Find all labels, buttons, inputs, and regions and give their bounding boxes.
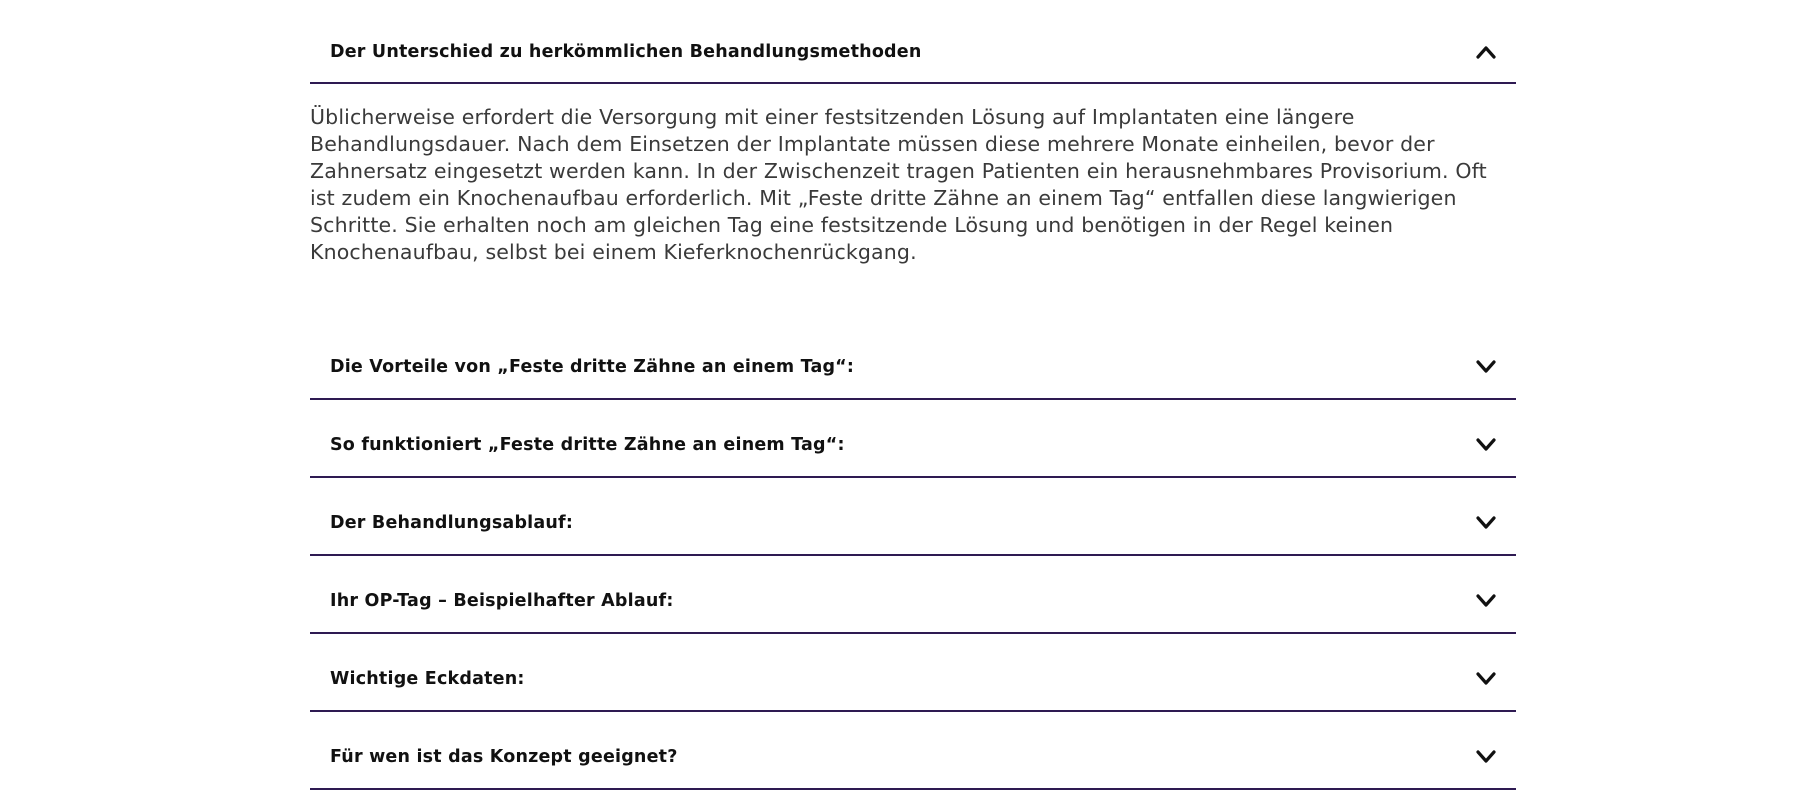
accordion-title: Der Unterschied zu herkömmlichen Behandlungsmethoden (330, 42, 922, 62)
accordion-item-behandlungsablauf (310, 478, 1516, 556)
accordion-title: Ihr OP-Tag – Beispielhafter Ablauf: (330, 591, 674, 611)
chevron-down-icon[interactable] (1476, 435, 1496, 455)
accordion-title: Die Vorteile von „Feste dritte Zähne an einem Tag“: (330, 357, 855, 377)
chevron-down-icon[interactable] (1476, 669, 1496, 689)
accordion-body-text: Üblicherweise erfordert die Versorgung mit einer festsitzenden Lösung auf Implantaten eine längere Behandlungsdauer. Nach dem Einsetzen der Implantate müssen diese mehrere Monate einheilen, bevor der Zahnersatz eingesetzt werden kann. In der Zwischenzeit tragen Patienten ein herausnehmbares Provisorium. Oft ist zudem ein Knochenaufbau erforderlich. Mit „Feste dritte Zähne an einem Tag“ entfallen diese langwierigen Schritte. Sie erhalten noch am gleichen Tag eine festsitzende Lösung und benötigen in der Regel keinen Knochenaufbau, selbst bei einem Kieferknochenrückgang. (310, 105, 1487, 264)
accordion-item-funktioniert (310, 400, 1516, 478)
faq-accordion (310, 22, 1516, 790)
accordion-header-eckdaten[interactable] (310, 634, 1516, 710)
chevron-down-icon[interactable] (1476, 513, 1496, 533)
accordion-title: Für wen ist das Konzept geeignet? (330, 747, 678, 767)
accordion-header-vorteile[interactable] (310, 322, 1516, 398)
accordion-title: Wichtige Eckdaten: (330, 669, 525, 689)
accordion-header-unterschied[interactable] (310, 22, 1516, 84)
accordion-item-geeignet (310, 712, 1516, 790)
accordion-item-op-tag (310, 556, 1516, 634)
accordion-header-geeignet[interactable] (310, 712, 1516, 788)
accordion-header-behandlungsablauf[interactable] (310, 478, 1516, 554)
chevron-up-icon[interactable] (1476, 42, 1496, 62)
accordion-header-funktioniert[interactable] (310, 400, 1516, 476)
accordion-item-unterschied (310, 22, 1516, 322)
accordion-item-vorteile (310, 322, 1516, 400)
chevron-down-icon[interactable] (1476, 591, 1496, 611)
chevron-down-icon[interactable] (1476, 747, 1496, 767)
accordion-header-op-tag[interactable] (310, 556, 1516, 632)
accordion-title: Der Behandlungsablauf: (330, 513, 574, 533)
accordion-item-eckdaten (310, 634, 1516, 712)
accordion-title: So funktioniert „Feste dritte Zähne an einem Tag“: (330, 435, 845, 455)
chevron-down-icon[interactable] (1476, 357, 1496, 377)
